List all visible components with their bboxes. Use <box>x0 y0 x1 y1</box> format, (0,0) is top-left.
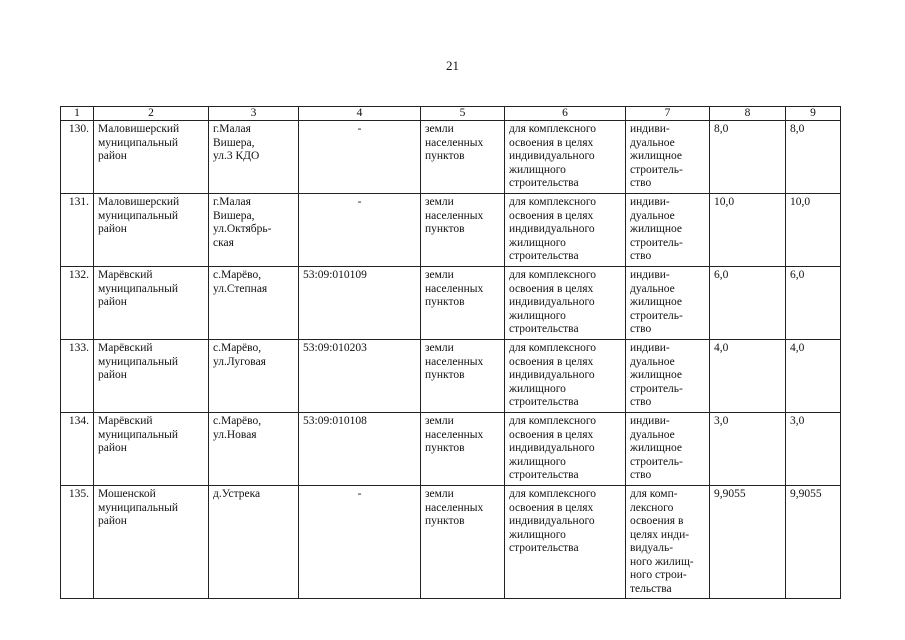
use-type-cell: индиви- дуальное жилищное строитель- ство <box>626 194 710 267</box>
row-number: 134. <box>61 413 94 486</box>
area-cell: 8,0 <box>710 121 786 194</box>
column-header: 9 <box>786 107 841 121</box>
land-category-cell: земли населенных пунктов <box>421 194 505 267</box>
land-category-cell: земли населенных пунктов <box>421 121 505 194</box>
column-header: 1 <box>61 107 94 121</box>
district-cell: Маловишерский муниципальный район <box>94 121 209 194</box>
cadastral-cell: - <box>299 194 421 267</box>
table-row <box>61 486 841 599</box>
table-row <box>61 267 841 340</box>
address-cell: г.Малая Вишера, ул.3 КДО <box>209 121 299 194</box>
row-number: 132. <box>61 267 94 340</box>
cadastral-cell: 53:09:010109 <box>299 267 421 340</box>
purpose-cell: для комплексного освоения в целях индивидуального жилищного строительства <box>505 194 626 267</box>
purpose-cell: для комплексного освоения в целях индивидуального жилищного строительства <box>505 121 626 194</box>
district-cell: Марёвский муниципальный район <box>94 340 209 413</box>
cadastral-cell: 53:09:010108 <box>299 413 421 486</box>
use-type-cell: индиви- дуальное жилищное строитель- ство <box>626 121 710 194</box>
column-header: 6 <box>505 107 626 121</box>
area-cell: 4,0 <box>786 340 841 413</box>
cadastral-cell: - <box>299 121 421 194</box>
area-cell: 8,0 <box>786 121 841 194</box>
land-plots-table <box>60 106 841 599</box>
use-type-cell: для комп- лексного освоения в целях инди- видуаль- ного жилищ- ного строи- тельства <box>626 486 710 599</box>
district-cell: Маловишерский муниципальный район <box>94 194 209 267</box>
area-cell: 9,9055 <box>786 486 841 599</box>
row-number: 135. <box>61 486 94 599</box>
column-header: 4 <box>299 107 421 121</box>
column-header: 7 <box>626 107 710 121</box>
purpose-cell: для комплексного освоения в целях индивидуального жилищного строительства <box>505 413 626 486</box>
row-number: 131. <box>61 194 94 267</box>
address-cell: д.Устрека <box>209 486 299 599</box>
land-category-cell: земли населенных пунктов <box>421 486 505 599</box>
row-number: 130. <box>61 121 94 194</box>
cadastral-cell: - <box>299 486 421 599</box>
table-row <box>61 121 841 194</box>
area-cell: 10,0 <box>786 194 841 267</box>
area-cell: 6,0 <box>710 267 786 340</box>
column-header: 5 <box>421 107 505 121</box>
land-category-cell: земли населенных пунктов <box>421 413 505 486</box>
district-cell: Марёвский муниципальный район <box>94 267 209 340</box>
address-cell: с.Марёво, ул.Луговая <box>209 340 299 413</box>
table-row <box>61 340 841 413</box>
district-cell: Марёвский муниципальный район <box>94 413 209 486</box>
address-cell: г.Малая Вишера, ул.Октябрь- ская <box>209 194 299 267</box>
area-cell: 3,0 <box>786 413 841 486</box>
cadastral-cell: 53:09:010203 <box>299 340 421 413</box>
table-row <box>61 194 841 267</box>
purpose-cell: для комплексного освоения в целях индивидуального жилищного строительства <box>505 267 626 340</box>
row-number: 133. <box>61 340 94 413</box>
area-cell: 9,9055 <box>710 486 786 599</box>
purpose-cell: для комплексного освоения в целях индивидуального жилищного строительства <box>505 340 626 413</box>
page-number: 21 <box>446 58 459 73</box>
column-header: 2 <box>94 107 209 121</box>
land-category-cell: земли населенных пунктов <box>421 340 505 413</box>
area-cell: 4,0 <box>710 340 786 413</box>
address-cell: с.Марёво, ул.Степная <box>209 267 299 340</box>
table-row <box>61 413 841 486</box>
purpose-cell: для комплексного освоения в целях индивидуального жилищного строительства <box>505 486 626 599</box>
use-type-cell: индиви- дуальное жилищное строитель- ство <box>626 267 710 340</box>
column-number-header-row <box>61 107 841 121</box>
column-header: 8 <box>710 107 786 121</box>
area-cell: 3,0 <box>710 413 786 486</box>
use-type-cell: индиви- дуальное жилищное строитель- ство <box>626 340 710 413</box>
land-category-cell: земли населенных пунктов <box>421 267 505 340</box>
column-header: 3 <box>209 107 299 121</box>
area-cell: 10,0 <box>710 194 786 267</box>
use-type-cell: индиви- дуальное жилищное строитель- ство <box>626 413 710 486</box>
address-cell: с.Марёво, ул.Новая <box>209 413 299 486</box>
area-cell: 6,0 <box>786 267 841 340</box>
district-cell: Мошенской муниципальный район <box>94 486 209 599</box>
